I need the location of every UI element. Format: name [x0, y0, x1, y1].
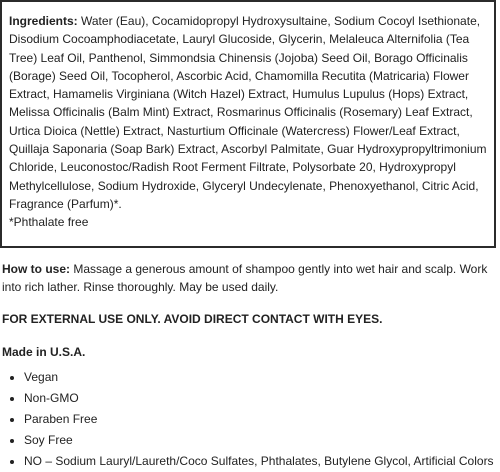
- how-to-use-text: Massage a generous amount of shampoo gently into wet hair and scalp. Work into rich lather. Rinse thoroughly. May be used daily.: [2, 262, 488, 295]
- ingredients-paragraph: [9, 12, 488, 213]
- feature-item-soy-free: • Soy Free: [24, 430, 500, 451]
- made-in-label: Made in U.S.A.: [2, 345, 86, 359]
- feature-item-vegan: • Vegan: [24, 367, 500, 388]
- how-to-use-paragraph: [2, 260, 497, 297]
- feature-list: [0, 367, 500, 472]
- external-use-warning: FOR EXTERNAL USE ONLY. AVOID DIRECT CONTACT WITH EYES.: [2, 312, 383, 326]
- phthalate-note: *Phthalate free: [9, 215, 89, 230]
- feature-item-no-sulfates: • NO – Sodium Lauryl/Laureth/Coco Sulfates, Phthalates, Butylene Glycol, Artificial Colors: [24, 451, 500, 472]
- how-to-use-heading: How to use:: [2, 262, 70, 276]
- ingredients-list: Water (Eau), Cocamidopropyl Hydroxysultaine, Sodium Cocoyl Isethionate, Disodium Cocoamphodiacetate, Lauryl Glucoside, Glycerin, Melaleuca Alternifolia (Tea Tree) Leaf Oil, Panthenol, Simmondsia Chinensis (Jojoba) Seed Oil, Borago Officinalis (Borage) Seed Oil, Tocopherol, Ascorbic Acid, Chamomilla Recutita (Matricaria) Flower Extract, Hamamelis Virginiana (Witch Hazel) Extract, Humulus Lupulus (Hops) Extract, Melissa Officinalis (Balm Mint) Extract, Rosmarinus Officinalis (Rosemary) Leaf Extract, Urtica Dioica (Nettle) Extract, Nasturtium Officinale (Watercress) Flower/Leaf Extract, Quillaja Saponaria (Soap Bark) Extract, Ascorbyl Palmitate, Guar Hydroxypropyltrimonium Chloride, Leuconostoc/Radish Root Ferment Filtrate, Polysorbate 20, Hydroxypropyl Methylcellulose, Sodium Hydroxide, Glyceryl Undecylenate, Phenoxyethanol, Citric Acid, Fragrance (Parfum)*.: [9, 14, 487, 211]
- feature-item-paraben-free: • Paraben Free: [24, 409, 500, 430]
- ingredients-heading: Ingredients:: [9, 14, 78, 28]
- feature-item-non-gmo: • Non-GMO: [24, 388, 500, 409]
